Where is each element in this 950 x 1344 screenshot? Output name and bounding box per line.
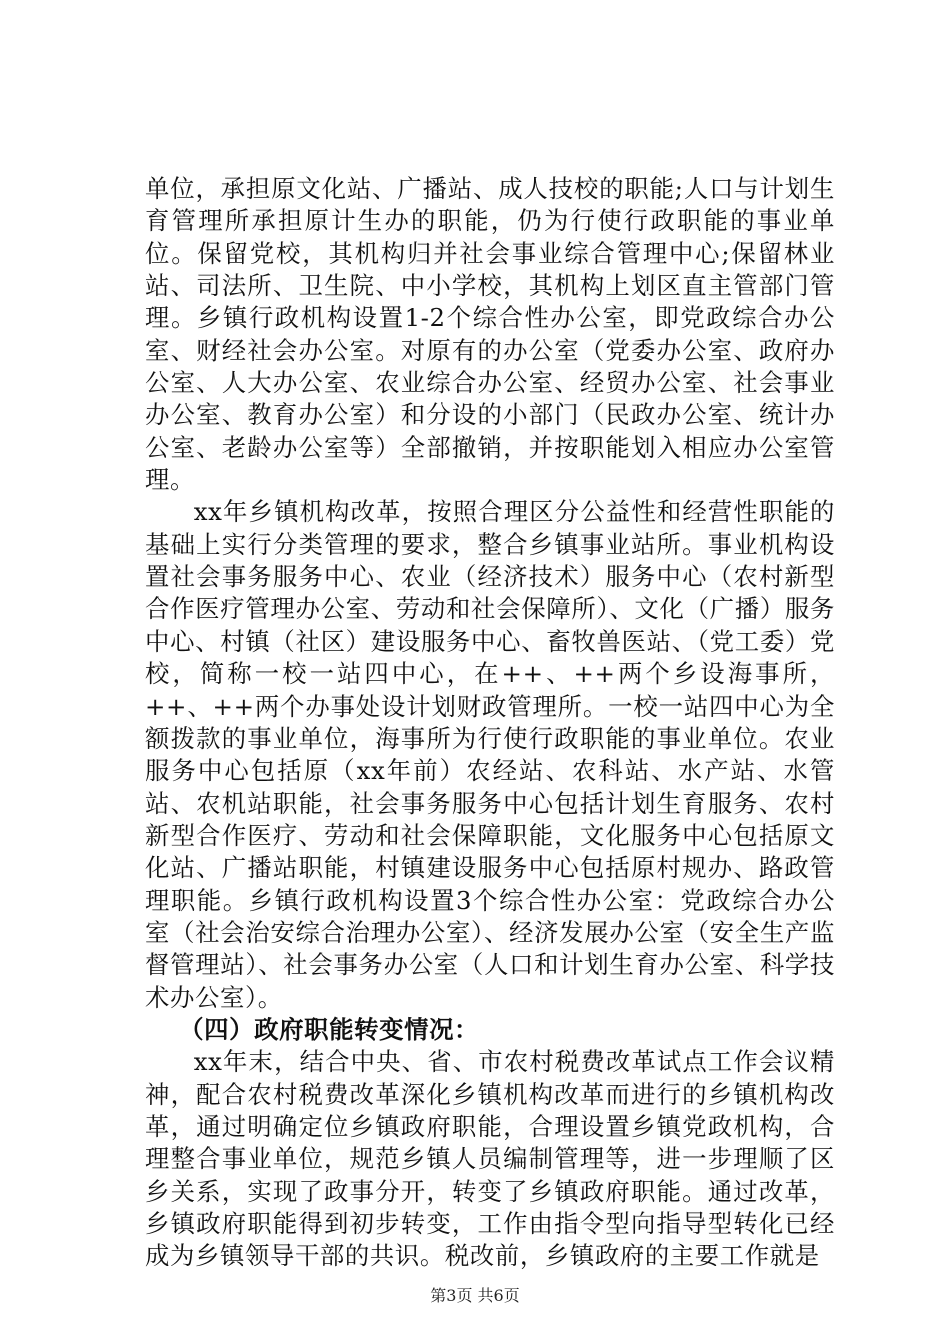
body-paragraph-continued: 单位，承担原文化站、广播站、成人技校的职能;人口与计划生育管理所承担原计生办的职能，仍为行使行政职能的事业单位。保留党校，其机构归并社会事业综合管理中心;保留林业站、司法所、卫生院、中小学校，其机构上划区直主管部门管理。乡镇行政机构设置1-2个综合性办公室，即党政综合办公室、财经社会办公室。对原有的办公室（党委办公室、政府办公室、人大办公室、农业综合办公室、经贸办公室、社会事业办公室、教育办公室）和分设的小部门（民政办公室、统计办公室、老龄办公室等）全部撤销，并按职能划入相应办公室管理。 [145,174,835,495]
page-footer: 第3页 共6页 [430,1286,520,1305]
document-body [145,173,835,1273]
section-heading: （四）政府职能转变情况： [179,1014,480,1044]
body-paragraph-function-change: xx年末，结合中央、省、市农村税费改革试点工作会议精神，配合农村税费改革深化乡镇机构改革而进行的乡镇机构改革，通过明确定位乡镇政府职能，合理设置乡镇党政机构，合理整合事业单位，规范乡镇人员编制管理等，进一步理顺了区乡关系，实现了政事分开，转变了乡镇政府职能。通过改革，乡镇政府职能得到初步转变，工作由指令型向指导型转化已经成为乡镇领导干部的共识。税改前，乡镇政府的主要工作就是 [145,1047,835,1271]
body-paragraph-reform: xx年乡镇机构改革，按照合理区分公益性和经营性职能的基础上实行分类管理的要求，整合乡镇事业站所。事业机构设置社会事务服务中心、农业（经济技术）服务中心（农村新型合作医疗管理办公室、劳动和社会保障所）、文化（广播）服务中心、村镇（社区）建设服务中心、畜牧兽医站、（党工委）党校，简称一校一站四中心，在++、++两个乡设海事所，++、++两个办事处设计划财政管理所。一校一站四中心为全额拨款的事业单位，海事所为行使行政职能的事业单位。农业服务中心包括原（xx年前）农经站、农科站、水产站、水管站、农机站职能，社会事务服务中心包括计划生育服务、农村新型合作医疗、劳动和社会保障职能，文化服务中心包括原文化站、广播站职能，村镇建设服务中心包括原村规办、路政管理职能。乡镇行政机构设置3个综合性办公室：党政综合办公室（社会治安综合治理办公室）、经济发展办公室（安全生产监督管理站）、社会事务办公室（人口和计划生育办公室、科学技术办公室）。 [145,497,835,1012]
